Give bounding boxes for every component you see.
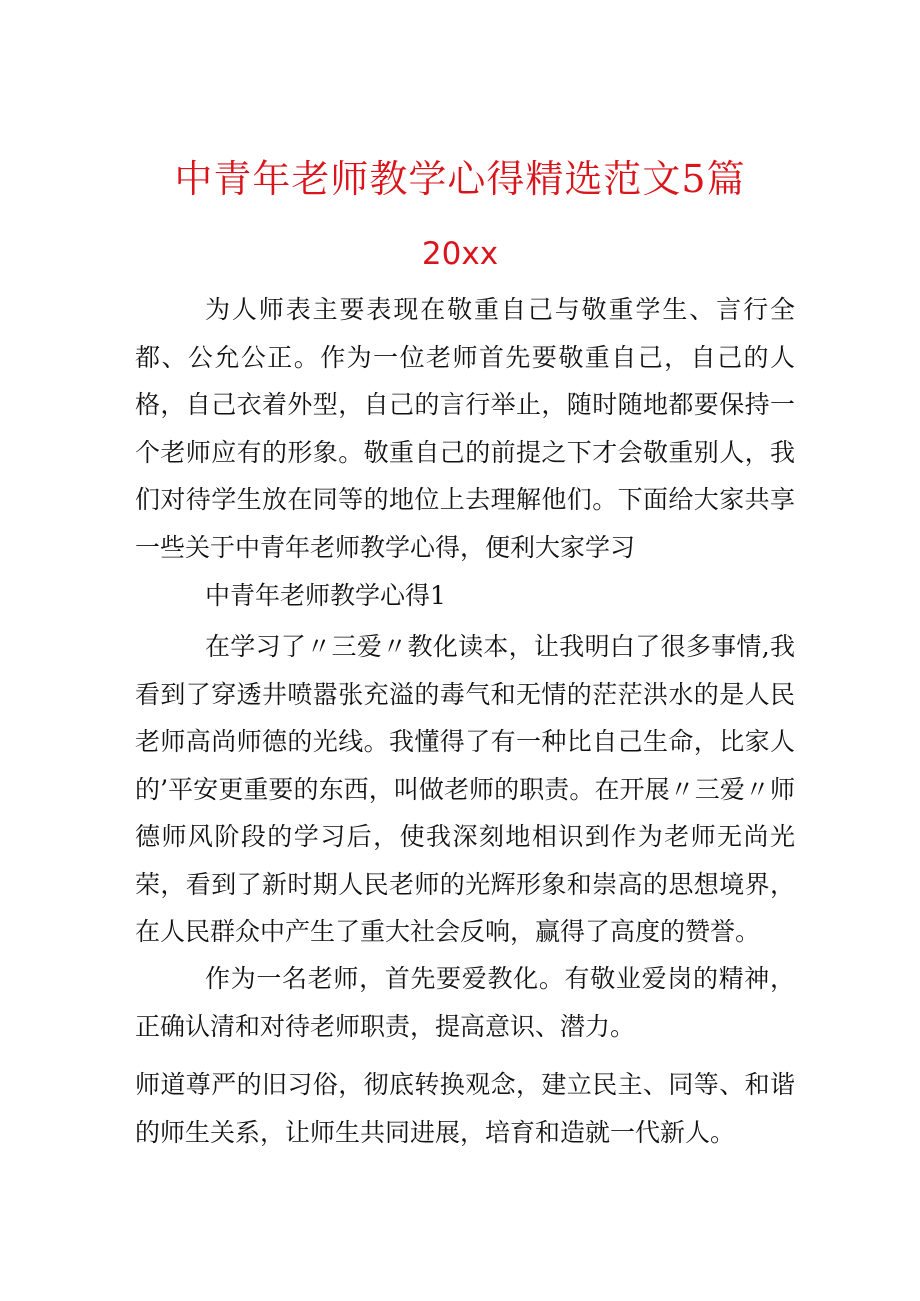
body-paragraph-2: 作为一名老师，首先要爱教化。有敬业爱岗的精神，正确认清和对待老师职责，提高意识、潜力。 [135,964,795,1041]
body-paragraph-1: 在学习了〃三爱〃教化读本，让我明白了很多事情,我看到了穿透井喷嚣张充溢的毒气和无情的茫茫洪水的是人民老师高尚师德的光线。我懂得了有一种比自己生命，比家人的’平安更重要的东西，叫做老师的职责。在开展〃三爱〃师德师风阶段的学习后，使我深刻地相识到作为老师无尚光荣，看到了新时期人民老师的光辉形象和崇高的思想境界，在人民群众中产生了重大社会反响，赢得了高度的赞誉。 [135,632,795,946]
body-paragraph-3: 师道尊严的旧习俗，彻底转换观念，建立民主、同等、和谐的师生关系，让师生共同进展，培育和造就一代新人。 [135,1070,795,1147]
intro-paragraph: 为人师表主要表现在敬重自己与敬重学生、言行全都、公允公正。作为一位老师首先要敬重自己，自己的人格，自己衣着外型，自己的言行举止，随时随地都要保持一个老师应有的形象。敬重自己的前提之下才会敬重别人，我们对待学生放在同等的地位上去理解他们。下面给大家共享一些关于中青年老师教学心得，便利大家学习 [135,295,795,562]
document-title: 中青年老师教学心得精选范文5篇 [174,157,746,201]
section-heading: 中青年老师教学心得1 [205,581,446,610]
document-year: 20xx [421,236,499,272]
